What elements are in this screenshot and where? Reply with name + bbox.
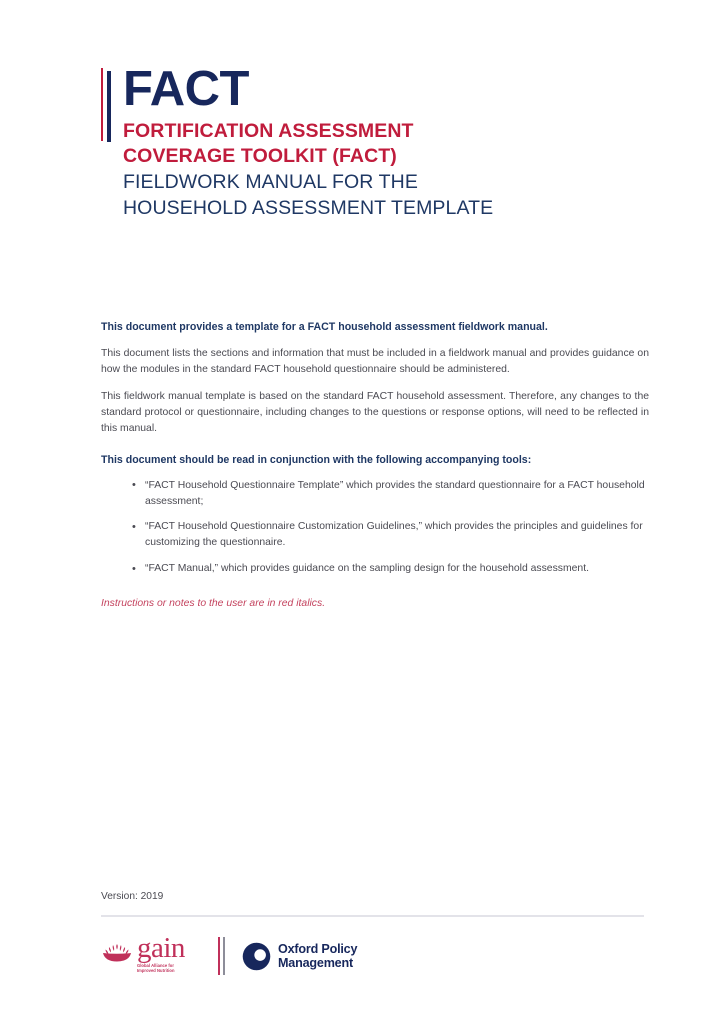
opm-text-block [278, 942, 357, 970]
list-item: • “FACT Household Questionnaire Customization Guidelines,” which provides the principles and guidelines for customizing the questionnaire. [132, 519, 649, 551]
accompanying-tools-list [132, 478, 649, 577]
document-header [101, 62, 661, 222]
logo-separator [218, 936, 225, 976]
gain-tagline-line-2: Improved Nutrition [137, 968, 175, 974]
opm-line-2: Management [278, 956, 353, 971]
opm-line-1: Oxford Policy [278, 942, 358, 957]
gain-tagline [137, 963, 201, 974]
footer-logos [101, 933, 645, 979]
title-line-2: COVERAGE TOOLKIT (FACT) [123, 144, 397, 167]
body-paragraph-1: This document lists the sections and information that must be included in a fieldwork manual and provides guidance on how the modules in the standard FACT household questionnaire should be administered. [101, 348, 649, 376]
title-line-4: HOUSEHOLD ASSESSMENT TEMPLATE [123, 197, 494, 220]
gain-logo [101, 932, 201, 977]
list-item: • “FACT Household Questionnaire Template” which provides the standard questionnaire for a FACT household assessment; [132, 478, 649, 510]
title-line-3: FIELDWORK MANUAL FOR THE [123, 170, 418, 193]
gain-text-block [137, 932, 201, 974]
logo-bars [101, 68, 111, 141]
lead-statement: This document provides a template for a FACT household assessment fieldwork manual. [101, 321, 548, 333]
gain-tagline-line-1: Global Alliance for [137, 962, 174, 968]
accompanying-tools-heading: This document should be read in conjunction with the following accompanying tools: [101, 454, 532, 467]
separator-red-bar-icon [218, 937, 220, 975]
opm-circle-icon [242, 942, 271, 971]
version-label: Version: 2019 [101, 891, 164, 902]
footer-divider [101, 915, 644, 917]
fact-logo [101, 62, 661, 116]
title-line-1: FORTIFICATION ASSESSMENT [123, 120, 414, 143]
page-title [123, 119, 661, 222]
user-note: Instructions or notes to the user are in red italics. [101, 597, 326, 609]
document-footer [101, 890, 645, 979]
list-item: • “FACT Manual,” which provides guidance on the sampling design for the household assessment. [132, 561, 649, 577]
gain-wheat-bowl-icon [101, 941, 133, 965]
navy-bar-icon [107, 71, 111, 142]
body-paragraph-2: This fieldwork manual template is based on the standard FACT household assessment. Therefore, any changes to the standard protocol or questionnaire, including changes to the questions or response options, will need to be reflected in this manual. [101, 390, 649, 434]
separator-gray-bar-icon [223, 937, 226, 975]
gain-wordmark: gain [137, 932, 185, 965]
document-body [101, 320, 649, 611]
red-bar-icon [101, 68, 103, 141]
oxford-policy-management-logo [242, 942, 357, 971]
fact-wordmark: FACT [123, 62, 249, 116]
